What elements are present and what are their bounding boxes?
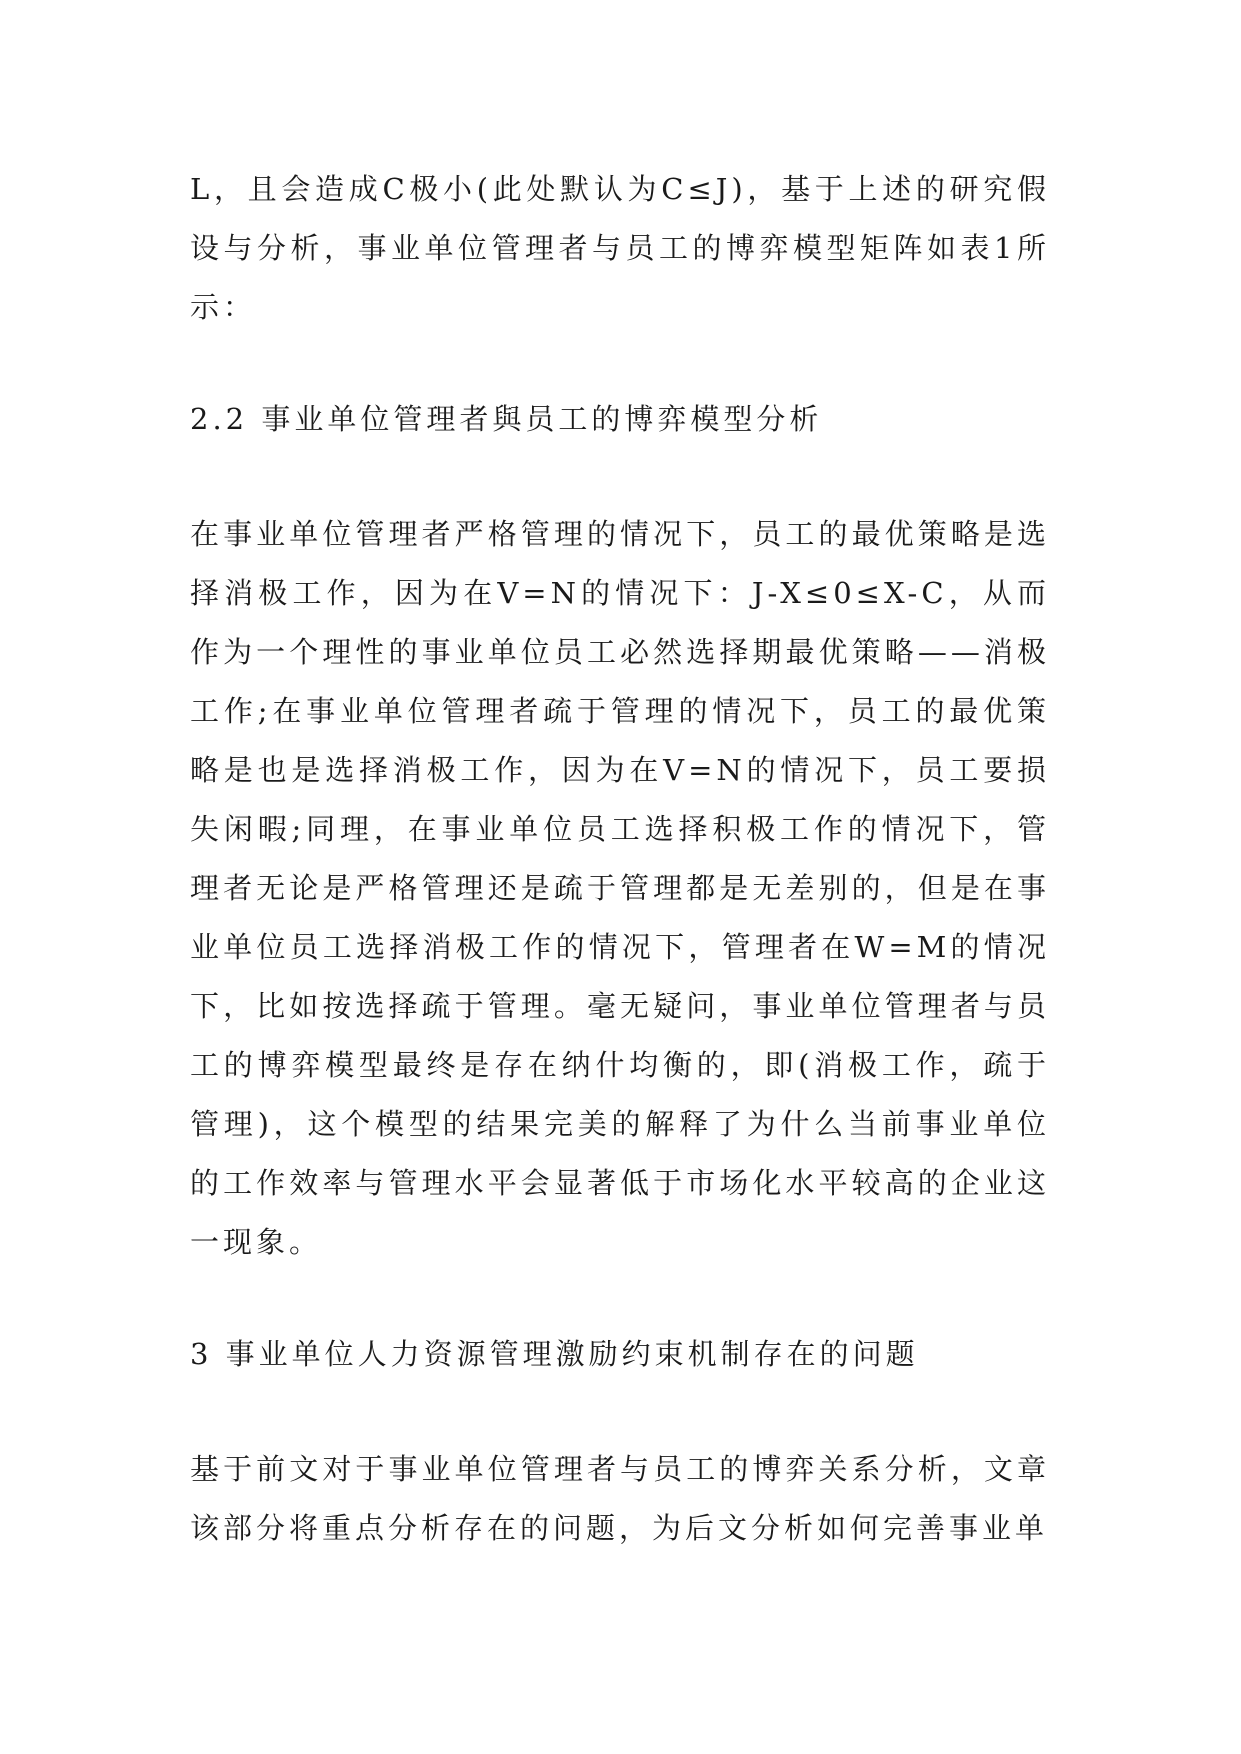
paragraph-game-matrix-intro: L，且会造成C极小(此处默认为C≤J)，基于上述的研究假设与分析，事业单位管理者与员工的博弈模型矩阵如表1所示： (190, 172, 1050, 324)
paragraph-game-model-analysis: 在事业单位管理者严格管理的情况下，员工的最优策略是选择消极工作，因为在V=N的情况下：J-X≤0≤X-C，从而作为一个理性的事业单位员工必然选择期最优策略——消极工作;在事业单位管理者疏于管理的情况下，员工的最优策略是也是选择消极工作，因为在V=N的情况下，员工要损失闲暇;同理，在事业单位员工选择积极工作的情况下，管理者无论是严格管理还是疏于管理都是无差别的，但是在事业单位员工选择消极工作的情况下，管理者在W=M的情况下，比如按选择疏于管理。毫无疑问，事业单位管理者与员工的博弈模型最终是存在纳什均衡的，即(消极工作，疏于管理)，这个模型的结果完美的解释了为什么当前事业单位的工作效率与管理水平会显著低于市场化水平较高的企业这一现象。 (190, 517, 1050, 1259)
section-heading-2-2: 2.2 事业单位管理者與员工的博弈模型分析 (190, 402, 823, 436)
section-heading-3: 3 事业单位人力资源管理激励约束机制存在的问题 (190, 1337, 919, 1371)
paragraph-problems-intro: 基于前文对于事业单位管理者与员工的博弈关系分析，文章该部分将重点分析存在的问题，为后文分析如何完善事业单 (190, 1452, 1050, 1545)
